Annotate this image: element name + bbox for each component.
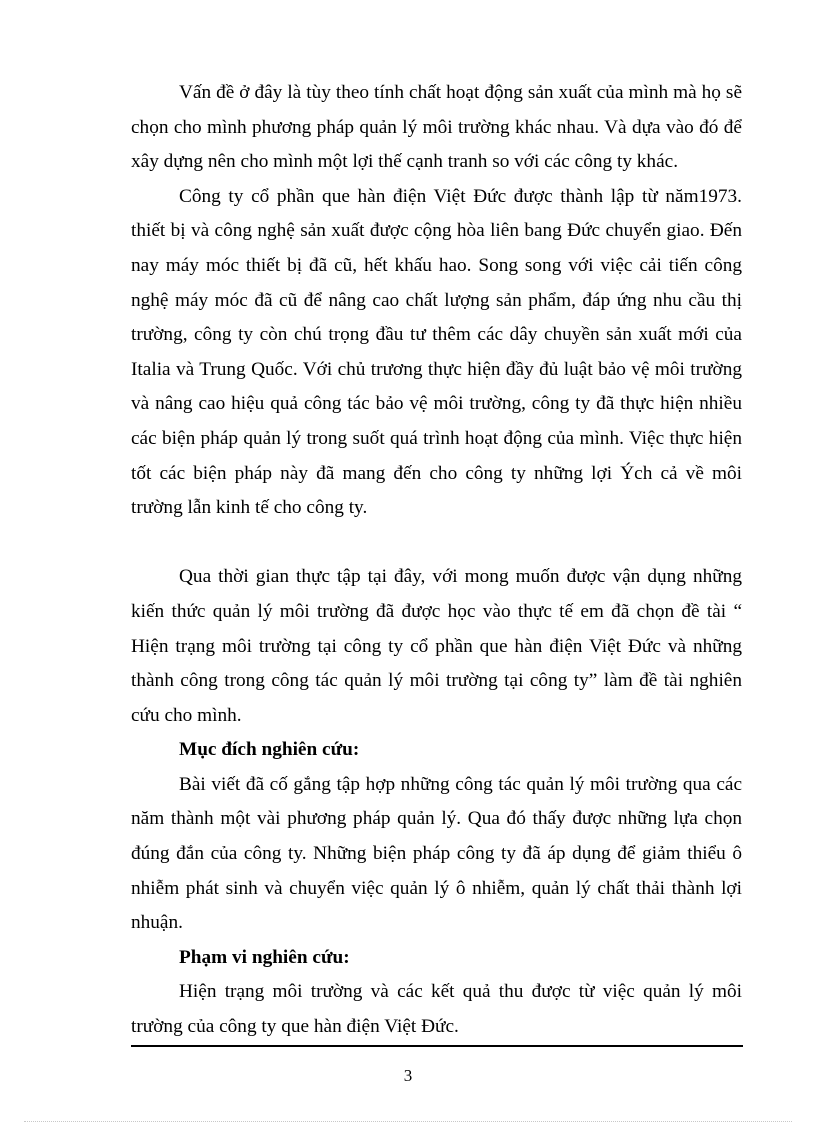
scope-paragraph: Hiện trạng môi trường và các kết quả thu được từ việc quản lý môi trường của công ty que hàn điện Việt Đức. [131,981,742,1038]
paragraph-gap [131,526,742,561]
purpose-paragraph: Bài viết đã cố gắng tập hợp những công tác quản lý môi trường qua các năm thành một vài phương pháp quản lý. Qua đó thấy được những lựa chọn đúng đắn của công ty. Những biện pháp công ty đã áp dụng để giảm thiểu ô nhiễm phát sinh và chuyển việc quản lý ô nhiễm, quản lý chất thải thành lợi nhuận. [131,773,742,934]
page-edge-divider [24,1121,792,1122]
scope-heading: Phạm vi nghiên cứu: [179,946,350,968]
company-paragraph: Công ty cổ phần que hàn điện Việt Đức được thành lập từ năm1973. thiết bị và công nghệ sản xuất được cộng hòa liên bang Đức chuyển giao. Đến nay máy móc thiết bị đã cũ, hết khấu hao. Song song với việc cải tiến công nghệ máy móc đã cũ để nâng cao chất lượng sản phẩm, đáp ứng nhu cầu thị trường, công ty còn chú trọng đầu tư thêm các dây chuyền sản xuất mới của Italia và Trung Quốc. Với chủ trương thực hiện đầy đủ luật bảo vệ môi trường và nâng cao hiệu quả công tác bảo vệ môi trường, công ty đã thực hiện nhiều các biện pháp quản lý trong suốt quá trình hoạt động của mình. Việc thực hiện tốt các biện pháp này đã mang đến cho công ty những lợi Ých cả về môi trường lẫn kinh tế cho công ty. [131,185,742,519]
page-number: 3 [403,1066,413,1085]
document-body [131,76,742,1045]
intro-paragraph: Vấn đề ở đây là tùy theo tính chất hoạt động sản xuất của mình mà họ sẽ chọn cho mình phương pháp quản lý môi trường khác nhau. Và dựa vào đó để xây dựng nên cho mình một lợi thế cạnh tranh so với các công ty khác. [131,82,742,173]
footer-rule [131,1045,743,1047]
topic-paragraph: Qua thời gian thực tập tại đây, với mong muốn được vận dụng những kiến thức quản lý môi trường đã được học vào thực tế em đã chọn đề tài “ Hiện trạng môi trường tại công ty cổ phần que hàn điện Việt Đức và những thành công trong công tác quản lý môi trường tại công ty” làm đề tài nghiên cứu cho mình. [131,566,742,726]
purpose-heading: Mục đích nghiên cứu: [179,739,360,761]
